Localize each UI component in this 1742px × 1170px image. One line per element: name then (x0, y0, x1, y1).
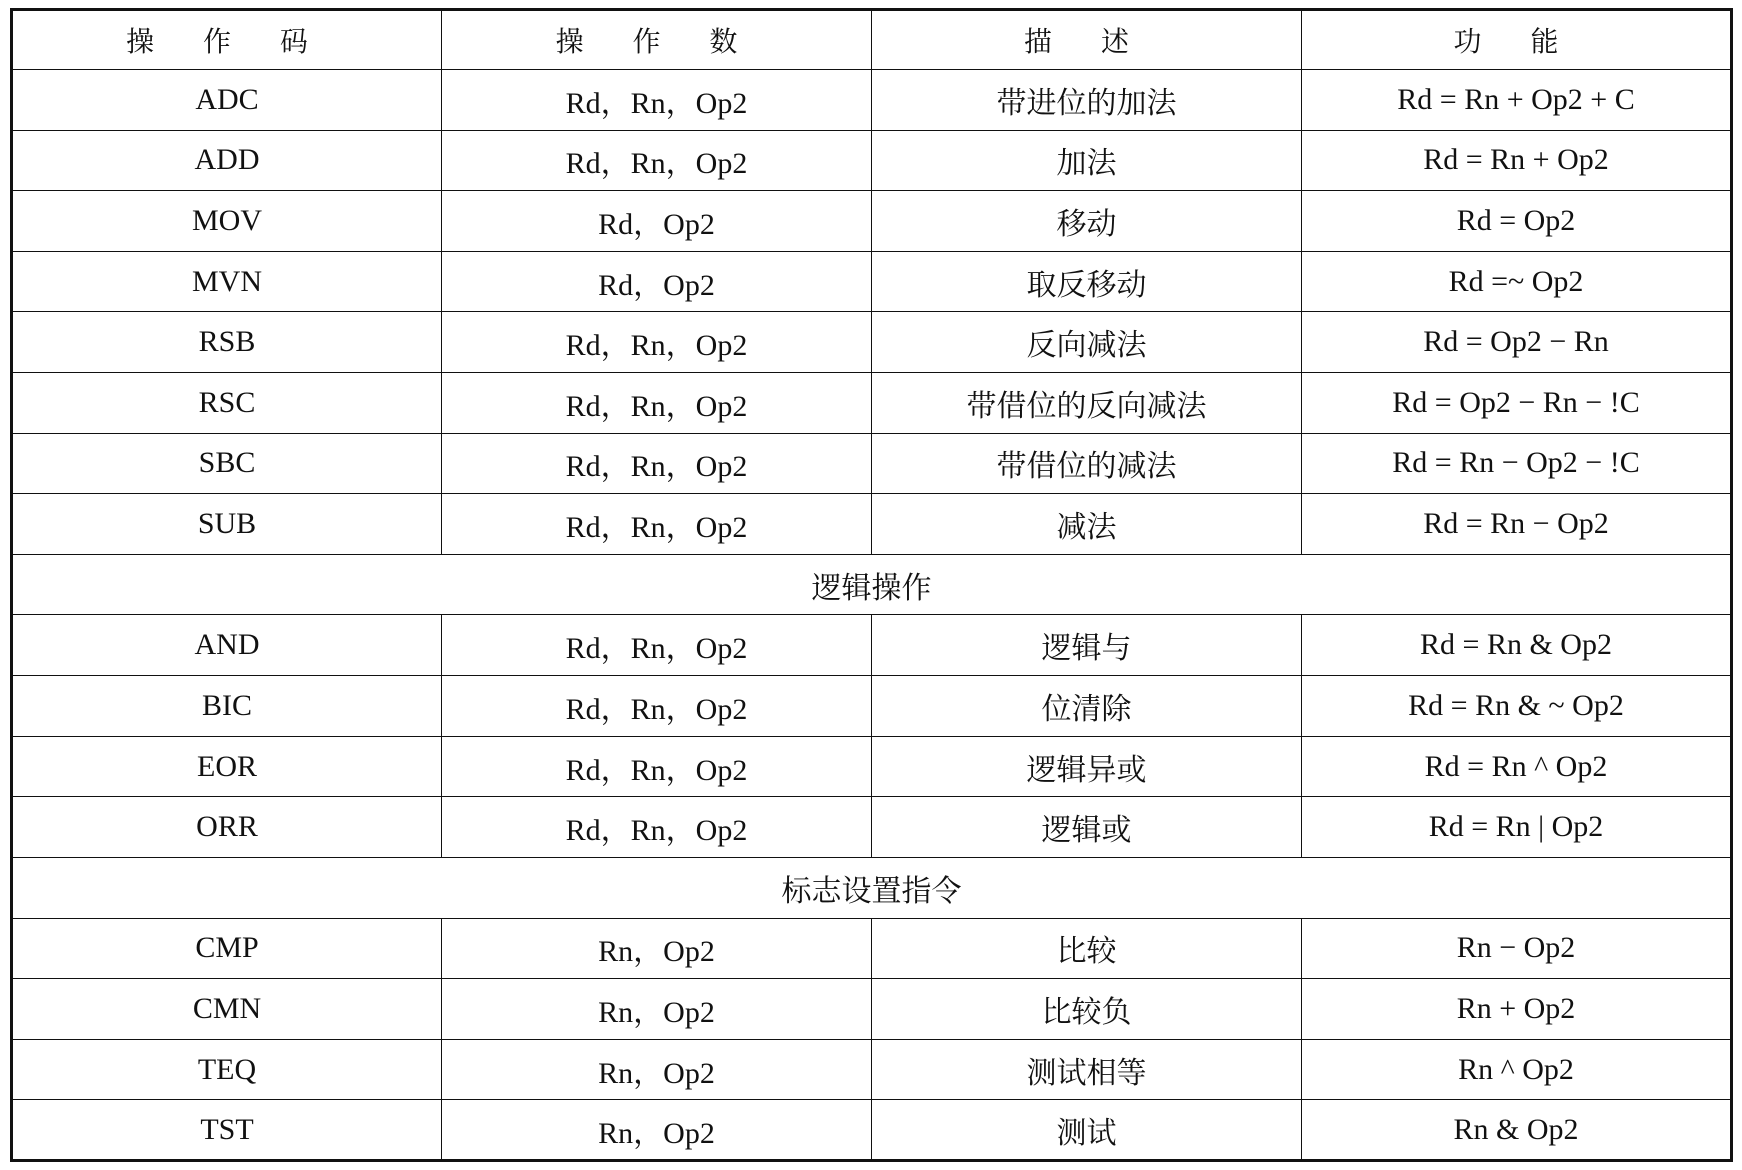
operands-cell: Rd，Rn，Op2 (442, 736, 872, 797)
opcode-cell: SBC (12, 433, 442, 494)
description-cell: 带借位的反向减法 (872, 373, 1302, 434)
opcode-cell: ADD (12, 130, 442, 191)
opcode-cell: MOV (12, 191, 442, 252)
section-title: 逻辑操作 (12, 554, 1732, 615)
operands-cell: Rd，Rn，Op2 (442, 130, 872, 191)
function-cell: Rd = Rn ^ Op2 (1302, 736, 1732, 797)
function-cell: Rd = Op2 − Rn − !C (1302, 373, 1732, 434)
function-cell: Rd = Rn − Op2 (1302, 494, 1732, 555)
operands-cell: Rn，Op2 (442, 979, 872, 1040)
function-cell: Rd = Rn − Op2 − !C (1302, 433, 1732, 494)
operands-cell: Rd，Rn，Op2 (442, 433, 872, 494)
description-cell: 反向减法 (872, 312, 1302, 373)
operands-cell: Rd，Rn，Op2 (442, 676, 872, 737)
table-row (12, 312, 1732, 373)
description-cell: 逻辑异或 (872, 736, 1302, 797)
table-row (12, 736, 1732, 797)
description-cell: 取反移动 (872, 251, 1302, 312)
table-row (12, 251, 1732, 312)
header-row (12, 10, 1732, 70)
table-row (12, 373, 1732, 434)
operands-cell: Rd，Rn，Op2 (442, 373, 872, 434)
operands-cell: Rd，Rn，Op2 (442, 797, 872, 858)
table-row (12, 70, 1732, 131)
function-cell: Rd = Op2 − Rn (1302, 312, 1732, 373)
opcode-cell: SUB (12, 494, 442, 555)
description-cell: 逻辑或 (872, 797, 1302, 858)
operands-cell: Rd，Rn，Op2 (442, 70, 872, 131)
operands-cell: Rn，Op2 (442, 1100, 872, 1161)
header-opcode: 操 作 码 (12, 10, 442, 70)
section-row-flags (12, 857, 1732, 918)
opcode-cell: RSC (12, 373, 442, 434)
table-row (12, 433, 1732, 494)
table-row (12, 1039, 1732, 1100)
table-row (12, 130, 1732, 191)
description-cell: 加法 (872, 130, 1302, 191)
table-row (12, 979, 1732, 1040)
header-function: 功 能 (1302, 10, 1732, 70)
description-cell: 逻辑与 (872, 615, 1302, 676)
section-title: 标志设置指令 (12, 857, 1732, 918)
opcode-cell: RSB (12, 312, 442, 373)
opcode-cell: TST (12, 1100, 442, 1161)
operands-cell: Rd，Rn，Op2 (442, 312, 872, 373)
operands-cell: Rn，Op2 (442, 918, 872, 979)
opcode-cell: ADC (12, 70, 442, 131)
opcode-cell: MVN (12, 251, 442, 312)
operands-cell: Rd，Rn，Op2 (442, 615, 872, 676)
function-cell: Rd =~ Op2 (1302, 251, 1732, 312)
function-cell: Rd = Rn + Op2 + C (1302, 70, 1732, 131)
description-cell: 减法 (872, 494, 1302, 555)
operands-cell: Rn，Op2 (442, 1039, 872, 1100)
opcode-cell: CMN (12, 979, 442, 1040)
table-row (12, 1100, 1732, 1161)
description-cell: 带借位的减法 (872, 433, 1302, 494)
section-row-logic (12, 554, 1732, 615)
table-row (12, 494, 1732, 555)
function-cell: Rn & Op2 (1302, 1100, 1732, 1161)
description-cell: 带进位的加法 (872, 70, 1302, 131)
function-cell: Rd = Rn | Op2 (1302, 797, 1732, 858)
table-row (12, 615, 1732, 676)
function-cell: Rn ^ Op2 (1302, 1039, 1732, 1100)
operands-cell: Rd，Rn，Op2 (442, 494, 872, 555)
function-cell: Rn − Op2 (1302, 918, 1732, 979)
function-cell: Rd = Rn & ~ Op2 (1302, 676, 1732, 737)
header-operands: 操 作 数 (442, 10, 872, 70)
opcode-cell: CMP (12, 918, 442, 979)
description-cell: 测试相等 (872, 1039, 1302, 1100)
instruction-table (10, 8, 1733, 1162)
table-row (12, 191, 1732, 252)
opcode-cell: ORR (12, 797, 442, 858)
opcode-cell: EOR (12, 736, 442, 797)
description-cell: 比较负 (872, 979, 1302, 1040)
operands-cell: Rd，Op2 (442, 251, 872, 312)
table-row (12, 797, 1732, 858)
description-cell: 比较 (872, 918, 1302, 979)
description-cell: 测试 (872, 1100, 1302, 1161)
function-cell: Rd = Rn + Op2 (1302, 130, 1732, 191)
opcode-cell: AND (12, 615, 442, 676)
function-cell: Rn + Op2 (1302, 979, 1732, 1040)
header-description: 描 述 (872, 10, 1302, 70)
opcode-cell: BIC (12, 676, 442, 737)
operands-cell: Rd，Op2 (442, 191, 872, 252)
opcode-cell: TEQ (12, 1039, 442, 1100)
function-cell: Rd = Op2 (1302, 191, 1732, 252)
table-body (12, 70, 1732, 1161)
description-cell: 位清除 (872, 676, 1302, 737)
table-row (12, 918, 1732, 979)
description-cell: 移动 (872, 191, 1302, 252)
instruction-table-container (10, 8, 1733, 1162)
table-row (12, 676, 1732, 737)
function-cell: Rd = Rn & Op2 (1302, 615, 1732, 676)
